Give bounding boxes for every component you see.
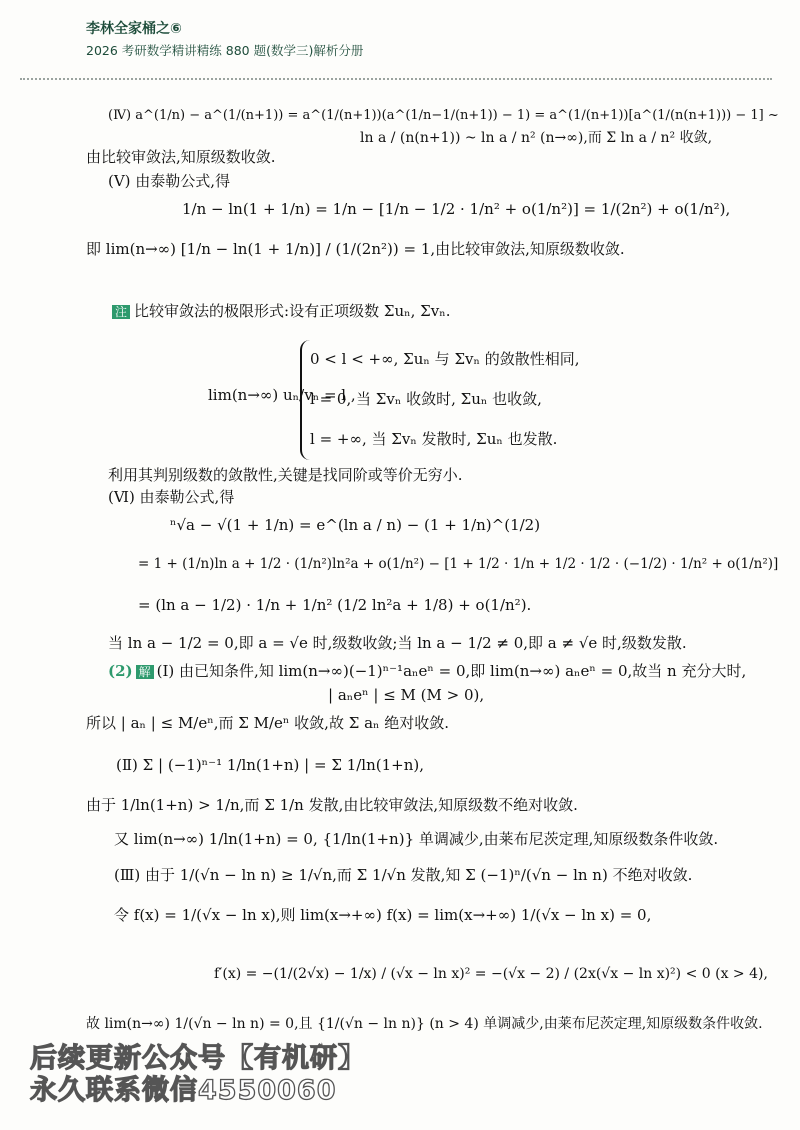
watermark-line2: 永久联系微信4550060 (30, 1075, 337, 1106)
part5-limit: 即 lim(n→∞) [1/n − ln(1 + 1/n)] / (1/(2n²)) = 1,由比较审敛法,知原级数收敛. (86, 240, 625, 258)
part5-heading: (Ⅴ) 由泰勒公式,得 (108, 172, 231, 190)
part2-abs-converge: 所以 | aₙ | ≤ M/eⁿ,而 Σ M/eⁿ 收敛,故 Σ aₙ 绝对收敛. (86, 714, 450, 732)
case-2: l = 0, 当 Σvₙ 收敛时, Σuₙ 也收敛, (310, 390, 542, 408)
solution-badge: 解 (136, 665, 154, 679)
part2-iii-derivative: f′(x) = −(1/(2√x) − 1/x) / (√x − ln x)² = −(√x − 2) / (2x(√x − ln x)²) < 0 (x > 4), (214, 966, 768, 982)
part2-iii-compare: (Ⅲ) 由于 1/(√n − ln n) ≥ 1/√n,而 Σ 1/√n 发散,知 Σ (−1)ⁿ/(√n − ln n) 不绝对收敛. (114, 866, 693, 884)
part2-bound: | aₙeⁿ | ≤ M (M > 0), (328, 686, 485, 704)
note-text: 比较审敛法的极限形式:设有正项级数 Σuₙ, Σvₙ. (134, 302, 451, 320)
case-3: l = +∞, 当 Σvₙ 发散时, Σuₙ 也发散. (310, 430, 558, 448)
part2-ii-compare: 由于 1/ln(1+n) > 1/n,而 Σ 1/n 发散,由比较审敛法,知原级数不绝对收敛. (86, 796, 578, 814)
problem-number: (2) (108, 662, 133, 680)
note-badge: 注 (112, 305, 130, 319)
ratio-limit: lim(n→∞) uₙ/vₙ = l , (208, 386, 356, 404)
part6-eq3: = (ln a − 1/2) · 1/n + 1/n² (1/2 ln²a + 1/8) + o(1/n²). (138, 596, 532, 614)
part2-ii-leibniz: 又 lim(n→∞) 1/ln(1+n) = 0, {1/ln(1+n)} 单调减少,由莱布尼茨定理,知原级数条件收敛. (114, 830, 719, 848)
part4-line2: ln a / (n(n+1)) ~ ln a / n² (n→∞),而 Σ ln a / n² 收敛, (360, 130, 713, 146)
part6-eq1: ⁿ√a − √(1 + 1/n) = e^(ln a / n) − (1 + 1/n)^(1/2) (170, 516, 541, 534)
part2-line1 (108, 662, 746, 680)
book-title: 李林全家桶之⑥ (86, 21, 182, 37)
part4-line1: (Ⅳ) a^(1/n) − a^(1/(n+1)) = a^(1/(n+1))(a^(1/n−1/(n+1)) − 1) = a^(1/(n+1))[a^(1/(n(n+1))) − 1] ~ (108, 108, 779, 123)
header-divider (20, 78, 772, 80)
part5-formula: 1/n − ln(1 + 1/n) = 1/n − [1/n − 1/2 · 1/n² + o(1/n²)] = 1/(2n²) + o(1/n²), (182, 200, 731, 218)
part2-iii-conclusion: 故 lim(n→∞) 1/(√n − ln n) = 0,且 {1/(√n − ln n)} (n > 4) 单调减少,由莱布尼茨定理,知原级数条件收敛. (86, 1016, 763, 1032)
page-header (86, 18, 726, 59)
book-subtitle: 2026 考研数学精讲精练 880 题(数学三)解析分册 (86, 43, 364, 58)
part6-heading: (Ⅵ) 由泰勒公式,得 (108, 488, 235, 506)
part4-line3: 由比较审敛法,知原级数收敛. (86, 148, 276, 166)
part6-eq2: = 1 + (1/n)ln a + 1/2 · (1/n²)ln²a + o(1/n²) − [1 + 1/2 · 1/n + 1/2 · 1/2 · (−1/2) · 1/n² + o(1/n²)] (138, 556, 779, 572)
part2-text1: (Ⅰ) 由已知条件,知 lim(n→∞)(−1)ⁿ⁻¹aₙeⁿ = 0,即 lim(n→∞) aₙeⁿ = 0,故当 n 充分大时, (156, 662, 747, 680)
watermark-line1: 后续更新公众号【有机研】 (30, 1043, 366, 1074)
case-1: 0 < l < +∞, Σuₙ 与 Σvₙ 的敛散性相同, (310, 350, 580, 368)
part2-iii-define: 令 f(x) = 1/(√x − ln x),则 lim(x→+∞) f(x) = lim(x→+∞) 1/(√x − ln x) = 0, (114, 906, 652, 924)
part2-ii-sum: (Ⅱ) Σ | (−1)ⁿ⁻¹ 1/ln(1+n) | = Σ 1/ln(1+n), (116, 756, 424, 774)
note-line (112, 302, 450, 320)
note-summary: 利用其判别级数的敛散性,关键是找同阶或等价无穷小. (108, 466, 463, 484)
part6-conclusion: 当 ln a − 1/2 = 0,即 a = √e 时,级数收敛;当 ln a − 1/2 ≠ 0,即 a ≠ √e 时,级数发散. (108, 634, 687, 652)
